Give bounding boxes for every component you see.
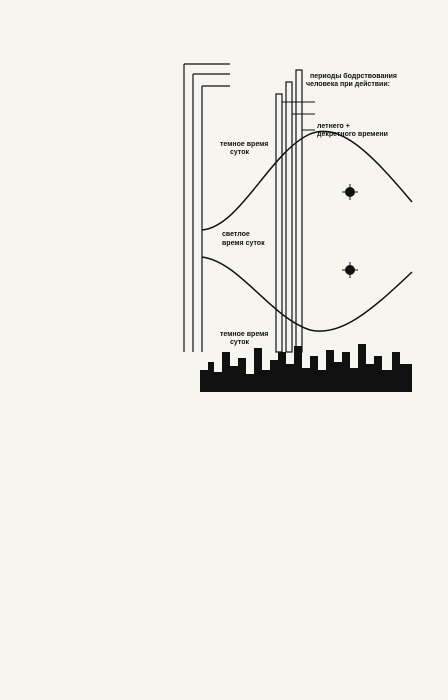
dark-bottom-1: темное время: [220, 331, 269, 338]
sunrise-curve: [202, 257, 412, 331]
dark-top-2: суток: [230, 149, 249, 156]
wake-title-1: периоды бодрствования: [310, 73, 398, 80]
daylight-chart: [160, 52, 420, 392]
city-silhouette: [200, 344, 412, 392]
chart-svg: [160, 52, 420, 392]
light-1: светлое: [222, 231, 250, 238]
wake-summer-1: летнего +: [317, 123, 350, 130]
sunrise-sun-icon: [342, 262, 358, 278]
wake-summer-2: декретного времени: [317, 131, 388, 138]
wake-bar-2: [286, 82, 292, 352]
light-2: время суток: [222, 240, 265, 247]
dark-top-1: темное время: [220, 141, 269, 148]
wake-title-2: человека при действии:: [306, 81, 390, 88]
dark-bottom-2: суток: [230, 339, 249, 346]
sunset-sun-icon: [342, 184, 358, 200]
wake-bar-3: [296, 70, 302, 352]
